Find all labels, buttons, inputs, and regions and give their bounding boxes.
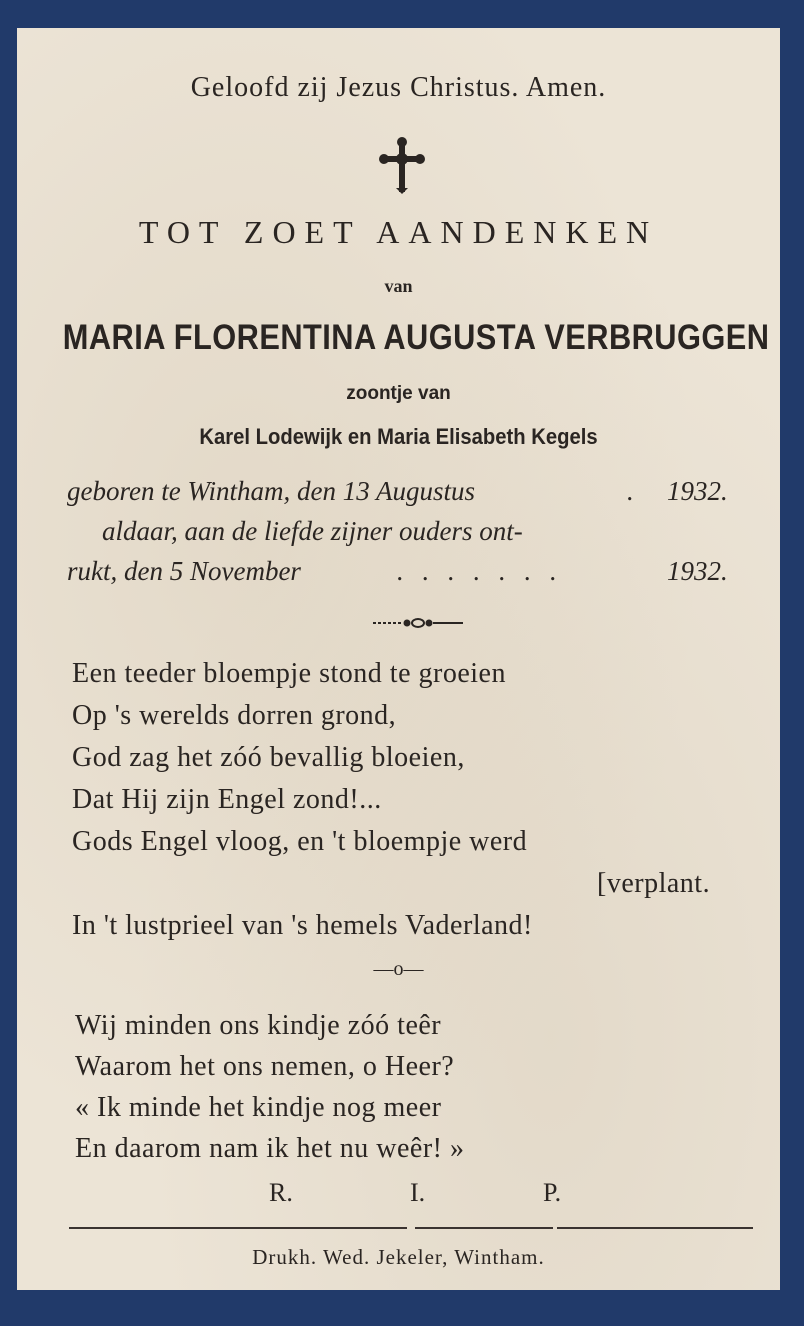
poem-line-continuation: [verplant. xyxy=(597,868,711,899)
poem-line: « Ik minde het kindje nog meer xyxy=(75,1092,442,1123)
death-line-dots: . . . . . . . xyxy=(397,556,563,586)
poem-line: En daarom nam ik het nu weêr! » xyxy=(75,1133,465,1164)
birth-line-dot: . xyxy=(627,476,634,506)
stanza-separator: —o— xyxy=(373,958,424,980)
poem-line: God zag het zóó bevallig bloeien, xyxy=(72,742,465,773)
cross-fleury-icon xyxy=(377,136,427,196)
poem-stanza-2 xyxy=(75,1010,725,1180)
birth-line: geboren te Wintham, den 13 Augustus xyxy=(67,476,475,506)
death-date-line: rukt, den 5 November xyxy=(67,556,301,586)
poem-stanza-1 xyxy=(72,658,772,948)
rip-letter: I. xyxy=(410,1178,426,1207)
greeting-line: Geloofd zij Jezus Christus. Amen. xyxy=(190,72,607,103)
poem-line: Dat Hij zijn Engel zond!... xyxy=(72,784,382,815)
relation-label: zoontje van xyxy=(346,383,451,404)
rip-letter: P. xyxy=(543,1178,562,1207)
poem-line: Een teeder bloempje stond te groeien xyxy=(72,658,506,689)
birth-death-block xyxy=(67,476,767,596)
death-line: aldaar, aan de liefde zijner ouders ont- xyxy=(102,516,523,546)
bottom-rule xyxy=(69,1227,407,1229)
memorial-heading: TOT ZOET AANDENKEN xyxy=(138,214,659,250)
memorial-card xyxy=(17,28,780,1290)
poem-line: In 't lustprieel van 's hemels Vaderland! xyxy=(72,910,533,941)
printer-credit: Drukh. Wed. Jekeler, Wintham. xyxy=(252,1245,545,1269)
deceased-name: MARIA FLORENTINA AUGUSTA VERBRUGGEN xyxy=(62,318,770,357)
birth-year: 1932. xyxy=(667,476,728,506)
parents-names: Karel Lodewijk en Maria Elisabeth Kegels xyxy=(199,424,598,449)
poem-line: Gods Engel vloog, en 't bloempje werd xyxy=(72,826,528,857)
poem-line: Wij minden ons kindje zóó teêr xyxy=(75,1010,442,1041)
bottom-rule xyxy=(415,1227,553,1229)
van-label: van xyxy=(384,276,413,296)
divider-ornament-icon xyxy=(373,616,463,630)
poem-line: Op 's werelds dorren grond, xyxy=(72,700,397,731)
rip-letter: R. xyxy=(269,1178,293,1207)
poem-line: Waarom het ons nemen, o Heer? xyxy=(75,1051,455,1082)
death-year: 1932. xyxy=(667,556,728,586)
bottom-rule xyxy=(557,1227,753,1229)
